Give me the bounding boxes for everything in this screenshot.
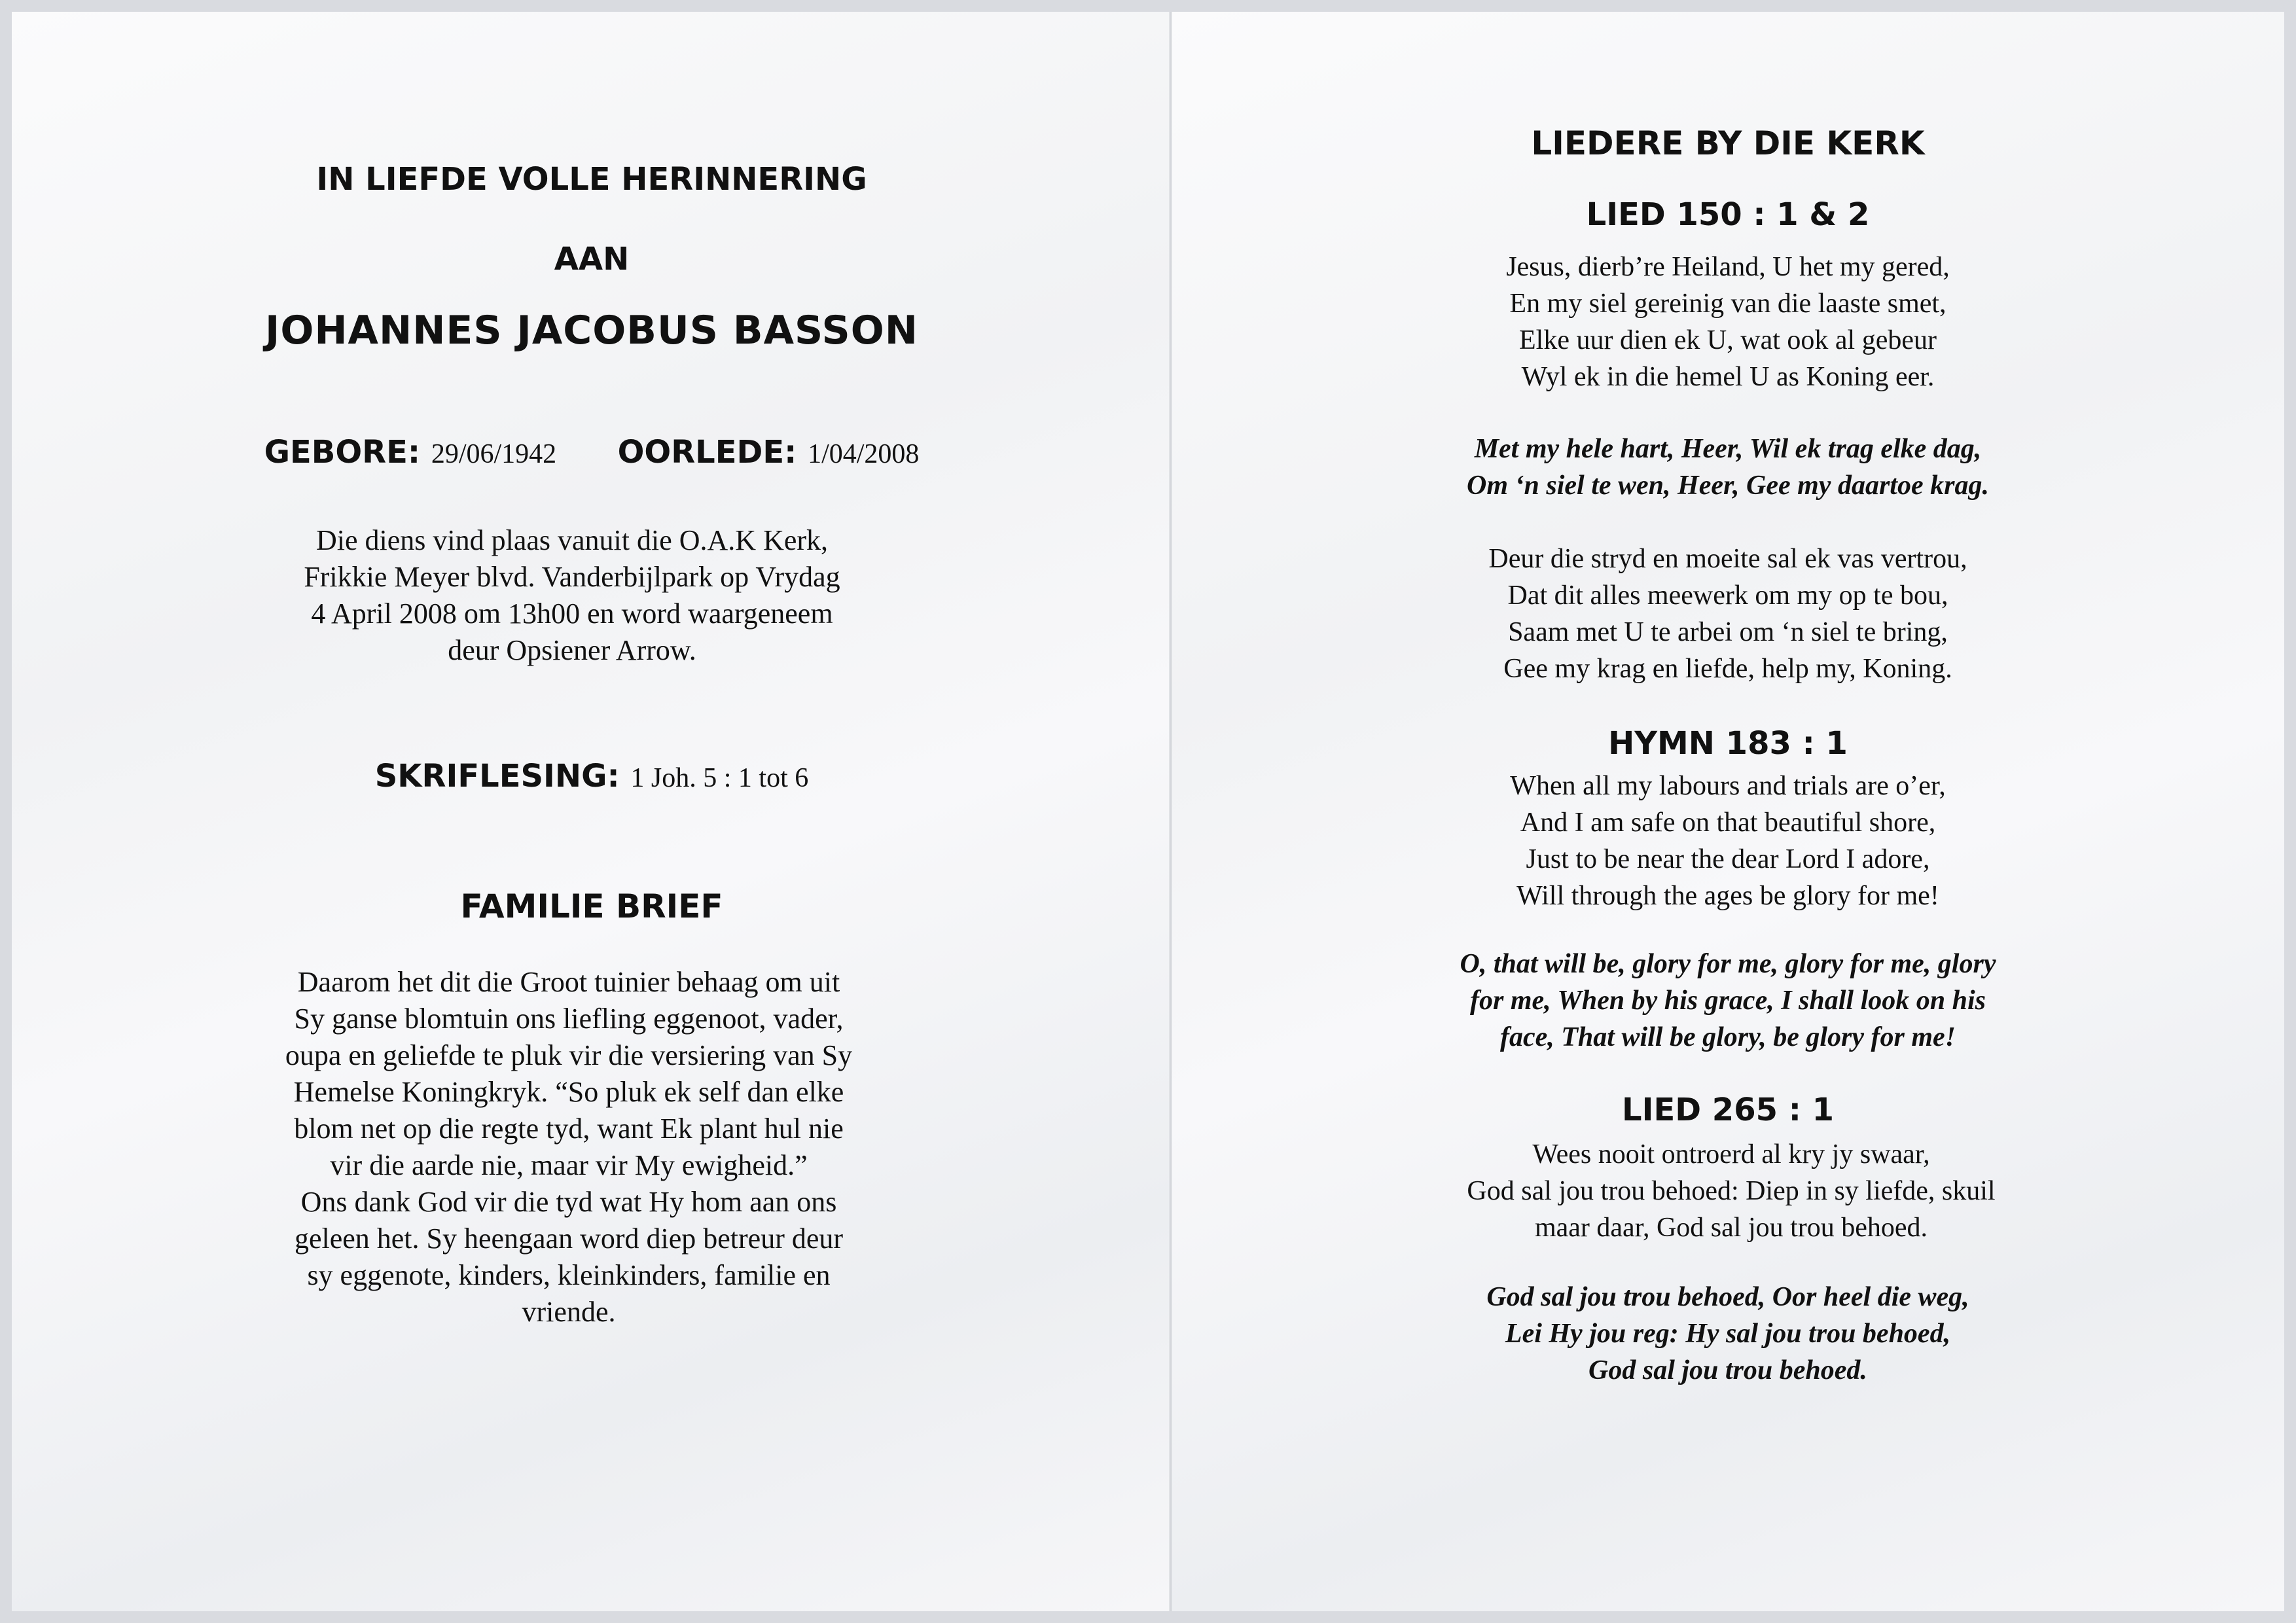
- dates-row: [12, 434, 1172, 471]
- chorus-line: Met my hele hart, Heer, Wil ek trag elke dag,: [1474, 434, 1982, 464]
- born-label: GEBORE:: [264, 434, 421, 471]
- died-date: 1/04/2008: [808, 439, 920, 469]
- chorus-line: face, That will be glory, be glory for me!: [1500, 1022, 1956, 1052]
- verse-line: God sal jou trou behoed: Diep in sy liefde, skuil: [1467, 1176, 1996, 1206]
- aan-line: AAN: [554, 241, 630, 277]
- lied-150-heading: LIED 150 : 1 & 2: [1586, 196, 1870, 233]
- verse-line: Saam met U te arbei om ‘n siel te bring,: [1508, 617, 1948, 647]
- chorus-line: Lei Hy jou reg: Hy sal jou trou behoed,: [1505, 1319, 1951, 1349]
- service-paragraph: [260, 522, 884, 669]
- lied-265-chorus: [1172, 1279, 2284, 1389]
- familie-line: Sy ganse blomtuin ons liefling eggenoot, vader,: [294, 1003, 844, 1035]
- familie-letter: [254, 964, 884, 1330]
- service-line: Frikkie Meyer blvd. Vanderbijlpark op Vrydag: [304, 561, 840, 593]
- reading-value: 1 Joh. 5 : 1 tot 6: [630, 763, 809, 793]
- lied-265-verse: [1276, 1136, 2186, 1246]
- verse-line: maar daar, God sal jou trou behoed.: [1534, 1213, 1928, 1243]
- familie-line: vriende.: [522, 1296, 616, 1328]
- familie-heading: FAMILIE BRIEF: [460, 887, 723, 925]
- service-line: 4 April 2008 om 13h00 en word waargeneem: [311, 597, 833, 630]
- verse-line: Wyl ek in die hemel U as Koning eer.: [1521, 362, 1935, 392]
- verse-line: Elke uur dien ek U, wat ook al gebeur: [1519, 325, 1937, 355]
- lied-150-verse-2: [1172, 541, 2284, 687]
- verse-line: Gee my krag en liefde, help my, Koning.: [1503, 654, 1952, 684]
- verse-line: When all my labours and trials are o’er,: [1510, 771, 1946, 801]
- memorial-heading: IN LIEFDE VOLLE HERINNERING: [316, 161, 867, 198]
- lied-265-heading: LIED 265 : 1: [1622, 1092, 1834, 1128]
- born-date: 29/06/1942: [431, 439, 557, 469]
- left-page: [12, 12, 1172, 1611]
- chorus-line: O, that will be, glory for me, glory for me, glory: [1460, 949, 1996, 979]
- verse-line: Will through the ages be glory for me!: [1516, 881, 1939, 911]
- died-label: OORLEDE:: [617, 434, 797, 471]
- chorus-line: God sal jou trou behoed, Oor heel die weg,: [1486, 1282, 1969, 1312]
- chorus-line: for me, When by his grace, I shall look on his: [1469, 986, 1986, 1016]
- familie-line: Daarom het dit die Groot tuinier behaag om uit: [297, 966, 840, 998]
- chorus-line: God sal jou trou behoed.: [1588, 1355, 1867, 1385]
- verse-line: En my siel gereinig van die laaste smet,: [1509, 289, 1946, 319]
- hymn-183-heading: HYMN 183 : 1: [1608, 725, 1848, 762]
- hymn-183-chorus: [1283, 946, 2173, 1056]
- verse-line: Dat dit alles meewerk om my op te bou,: [1507, 580, 1948, 611]
- service-line: deur Opsiener Arrow.: [448, 634, 696, 666]
- verse-line: And I am safe on that beautiful shore,: [1520, 808, 1936, 838]
- verse-line: Jesus, dierb’re Heiland, U het my gered,: [1506, 252, 1950, 282]
- verse-line: Wees nooit ontroerd al kry jy swaar,: [1532, 1139, 1930, 1169]
- familie-line: blom net op die regte tyd, want Ek plant hul nie: [294, 1113, 844, 1145]
- lied-150-chorus: [1172, 431, 2284, 504]
- familie-line: Ons dank God vir die tyd wat Hy hom aan ons: [300, 1186, 837, 1218]
- verse-line: Deur die stryd en moeite sal ek vas vertrou,: [1488, 544, 1967, 574]
- deceased-name: JOHANNES JACOBUS BASSON: [265, 308, 918, 353]
- familie-line: geleen het. Sy heengaan word diep betreur deur: [294, 1222, 844, 1255]
- reading-row: [12, 758, 1172, 794]
- right-page: [1172, 12, 2284, 1611]
- familie-line: Hemelse Koningkryk. “So pluk ek self dan elke: [293, 1076, 844, 1108]
- hymn-183-verse: [1172, 768, 2284, 914]
- service-line: Die diens vind plaas vanuit die O.A.K Kerk,: [315, 524, 829, 556]
- familie-line: sy eggenote, kinders, kleinkinders, familie en: [307, 1259, 831, 1291]
- lied-150-verse-1: [1172, 249, 2284, 395]
- verse-line: Just to be near the dear Lord I adore,: [1526, 844, 1930, 874]
- familie-paragraph: [254, 964, 884, 1184]
- songs-title: LIEDERE BY DIE KERK: [1531, 124, 1925, 162]
- reading-label: SKRIFLESING:: [374, 758, 620, 794]
- chorus-line: Om ‘n siel te wen, Heer, Gee my daartoe krag.: [1467, 471, 1989, 501]
- familie-paragraph: [254, 1184, 884, 1330]
- familie-line: vir die aarde nie, maar vir My ewigheid.”: [330, 1149, 808, 1181]
- familie-line: oupa en geliefde te pluk vir die versiering van Sy: [285, 1039, 853, 1071]
